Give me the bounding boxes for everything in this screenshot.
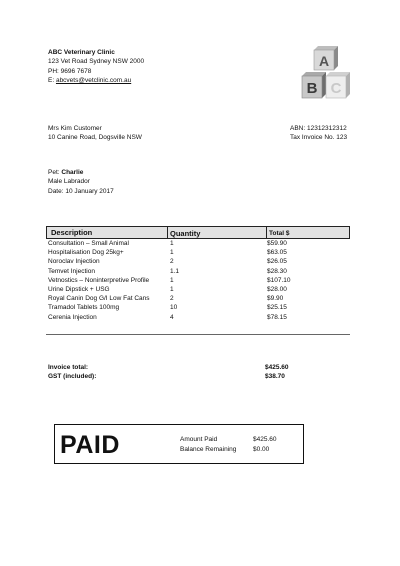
item-description: Tramadol Tablets 100mg: [48, 304, 120, 312]
table-row: [46, 294, 350, 303]
table-row: [46, 313, 350, 322]
item-description: Urine Dipstick + USG: [48, 285, 110, 293]
abc-blocks-logo-icon: [300, 46, 354, 100]
table-row: [46, 303, 350, 312]
item-quantity: 1: [170, 276, 174, 284]
item-description: Royal Canin Dog G/I Low Fat Cans: [48, 295, 150, 303]
clinic-email-label: E:: [48, 77, 56, 85]
table-row: [46, 248, 350, 257]
table-row: [46, 267, 350, 276]
paid-stamp: PAID: [60, 431, 120, 459]
table-row: [46, 285, 350, 294]
items-table: [46, 226, 350, 322]
item-description: Hospitalisation Dog 25kg+: [48, 249, 124, 257]
item-quantity: 1: [170, 285, 174, 293]
clinic-phone: PH: 9696 7678: [48, 67, 92, 75]
item-total: $63.05: [267, 249, 287, 257]
customer-details: [48, 124, 142, 143]
balance-remaining-label: Balance Remaining: [180, 446, 237, 453]
item-total: $9.90: [267, 295, 284, 303]
abn-number: ABN: 12312312312: [290, 125, 347, 132]
item-description: Vetnostics – Noninterpretive Profile: [48, 276, 150, 284]
logo-letter-b: B: [306, 80, 318, 97]
clinic-address: 123 Vet Road Sydney NSW 2000: [48, 58, 145, 66]
logo-letter-a: A: [318, 53, 330, 69]
invoice-total-value: $425.60: [265, 364, 289, 371]
pet-label: Pet:: [48, 169, 62, 176]
clinic-email-line: [48, 76, 144, 85]
pet-line: [48, 168, 114, 177]
gst-value: $38.70: [265, 373, 285, 380]
invoice-total-label: Invoice total:: [48, 364, 89, 371]
gst-label: GST (included):: [48, 373, 97, 380]
item-quantity: 1: [170, 240, 174, 247]
header-description: Description: [51, 228, 93, 237]
item-quantity: 10: [170, 304, 178, 312]
invoice-meta: [290, 124, 347, 143]
pet-details: [48, 168, 114, 196]
table-header: [46, 226, 350, 239]
clinic-email-link[interactable]: abcvets@vetclinic.com.au: [55, 77, 132, 85]
item-quantity: 2: [170, 258, 174, 266]
item-quantity: 1: [170, 249, 174, 257]
item-total: $28.30: [267, 267, 287, 275]
item-total: $28.00: [267, 285, 287, 293]
table-divider: [46, 334, 350, 335]
customer-address: 10 Canine Road, Dogsville NSW: [48, 134, 142, 142]
invoice-date: Date: 10 January 2017: [48, 187, 114, 195]
item-total: $25.15: [267, 304, 287, 312]
clinic-name: ABC Veterinary Clinic: [48, 49, 115, 56]
item-quantity: 4: [170, 313, 174, 321]
item-description: Cerenia Injection: [48, 313, 97, 321]
amount-paid-value: $425.60: [253, 436, 277, 443]
item-quantity: 2: [170, 295, 174, 303]
clinic-details: [48, 48, 144, 86]
item-description: Noroclav Injection: [48, 258, 100, 266]
tax-invoice-number: Tax Invoice No. 123: [290, 134, 348, 142]
payment-summary-box: [54, 424, 304, 464]
balance-remaining-value: $0.00: [253, 446, 270, 453]
header-quantity: Quantity: [167, 227, 200, 238]
item-total: $26.05: [267, 258, 287, 266]
table-row: [46, 276, 350, 285]
pet-name: Charlie: [61, 169, 84, 176]
item-total: $107.10: [267, 276, 291, 284]
amount-paid-label: Amount Paid: [180, 436, 218, 443]
item-description: Consultation – Small Animal: [48, 240, 129, 247]
item-description: Temvet Injection: [48, 267, 95, 275]
table-row: [46, 239, 350, 248]
item-total: $78.15: [267, 313, 287, 321]
item-quantity: 1.1: [170, 267, 180, 275]
pet-description: Male Labrador: [48, 178, 90, 186]
customer-name: Mrs Kim Customer: [48, 125, 102, 132]
header-total: Total $: [266, 227, 289, 238]
table-body: [46, 239, 350, 322]
item-total: $59.90: [267, 240, 287, 247]
table-row: [46, 257, 350, 266]
logo-letter-c: C: [330, 80, 342, 97]
